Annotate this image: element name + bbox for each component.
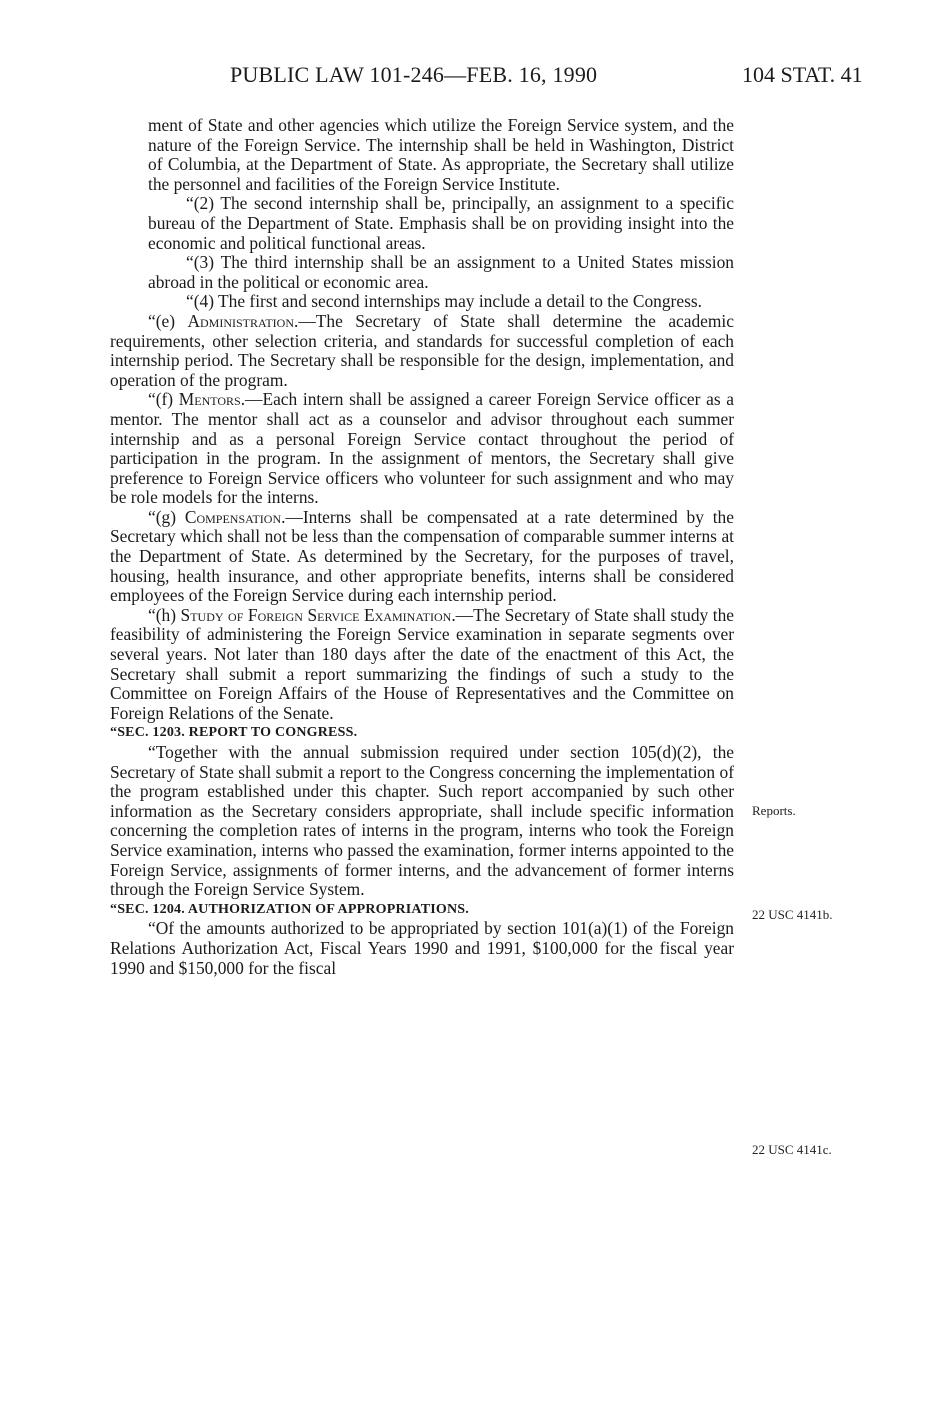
paragraph-internship-2: “(2) The second internship shall be, principally, an assignment to a specific bureau of the Department of State. Emphasis shall be on providing insight into the economic and political functional areas. <box>148 193 734 253</box>
paragraph-continuation: ment of State and other agencies which utilize the Foreign Service system, and the nature of the Foreign Service. The internship shall be held in Washington, District of Columbia, at the Department of State. As appropriate, the Secretary shall utilize the personnel and facilities of the Foreign Service Institute. <box>148 115 734 194</box>
section-1203-text: “Together with the annual submission required under section 105(d)(2), the Secretary of State shall submit a report to the Congress concerning the implementation of the program established under this chapter. Such report accompanied by such other information as the Secretary considers appropriate, shall include specific information concerning the completion rates of interns in the program, interns who took the Foreign Service examination, interns who passed the examination, former interns appointed to the Foreign Service, assignments of former interns, and the advancement of former interns through the Foreign Service System. <box>110 742 734 900</box>
subsection-e-text: .—The Secretary of State shall determine the academic requirements, other selection criteria, and standards for successful completion of each internship period. The Secretary shall be responsible for the design, implementation, and operation of the program. <box>110 310 734 390</box>
section-1204-text: “Of the amounts authorized to be appropriated by section 101(a)(1) of the Foreign Relations Authorization Act, Fiscal Years 1990 and 1991, $100,000 for the fiscal year 1990 and $150,000 for the fiscal <box>110 918 734 978</box>
margin-note-reports: Reports. <box>752 803 796 818</box>
body-text <box>110 116 734 978</box>
margin-note-usc-4141c: 22 USC 4141c. <box>752 1142 832 1157</box>
subsection-h-lead: “(h) <box>148 604 181 625</box>
section-1203-heading: “SEC. 1203. REPORT TO CONGRESS. <box>110 725 358 741</box>
margin-note-usc-4141b: 22 USC 4141b. <box>752 907 833 922</box>
subsection-f-text: .—Each intern shall be assigned a career Foreign Service officer as a mentor. The mentor shall act as a counselor and advisor throughout each summer internship and as a personal Foreign Service contact throughout the period of participation in the program. In the assignment of mentors, the Secretary shall give preference to Foreign Service officers who volunteer for such assignment and who may be role models for the interns. <box>110 389 734 508</box>
subsection-h-heading: Study of Foreign Service Examination <box>180 604 452 625</box>
subsection-g <box>110 508 734 606</box>
paragraph-internship-4: “(4) The first and second internships may include a detail to the Congress. <box>186 291 702 312</box>
subsection-e <box>110 312 734 390</box>
subsection-g-lead: “(g) <box>148 506 185 527</box>
subsection-e-lead: “(e) <box>148 310 188 331</box>
paragraph-internship-3: “(3) The third internship shall be an assignment to a United States mission abroad in the political or economic area. <box>148 252 734 292</box>
subsection-f <box>110 390 734 508</box>
subsection-f-heading: Mentors <box>178 389 241 410</box>
section-1204-heading: “SEC. 1204. AUTHORIZATION OF APPROPRIATIONS. <box>110 901 469 917</box>
page-stat-number: 104 STAT. 41 <box>742 62 863 87</box>
running-header-title: PUBLIC LAW 101-246—FEB. 16, 1990 <box>230 62 598 87</box>
subsection-f-lead: “(f) <box>148 389 179 410</box>
subsection-g-text: .—Interns shall be compensated at a rate determined by the Secretary which shall not be less than the compensation of comparable summer interns at the Department of State. As determined by the Secretary, for the purposes of travel, housing, health insurance, and other appropriate benefits, interns shall be considered employees of the Foreign Service during each internship period. <box>110 506 734 606</box>
subsection-e-heading: Administration <box>187 310 295 331</box>
subsection-g-heading: Compensation <box>184 506 282 527</box>
subsection-h <box>110 606 734 724</box>
subsection-h-text: .—The Secretary of State shall study the feasibility of administering the Foreign Service examination in separate segments over several years. Not later than 180 days after the date of the enactment of this Act, the Secretary shall submit a report summarizing the findings of such a study to the Committee on Foreign Affairs of the House of Representatives and the Committee on Foreign Relations of the Senate. <box>110 604 734 723</box>
